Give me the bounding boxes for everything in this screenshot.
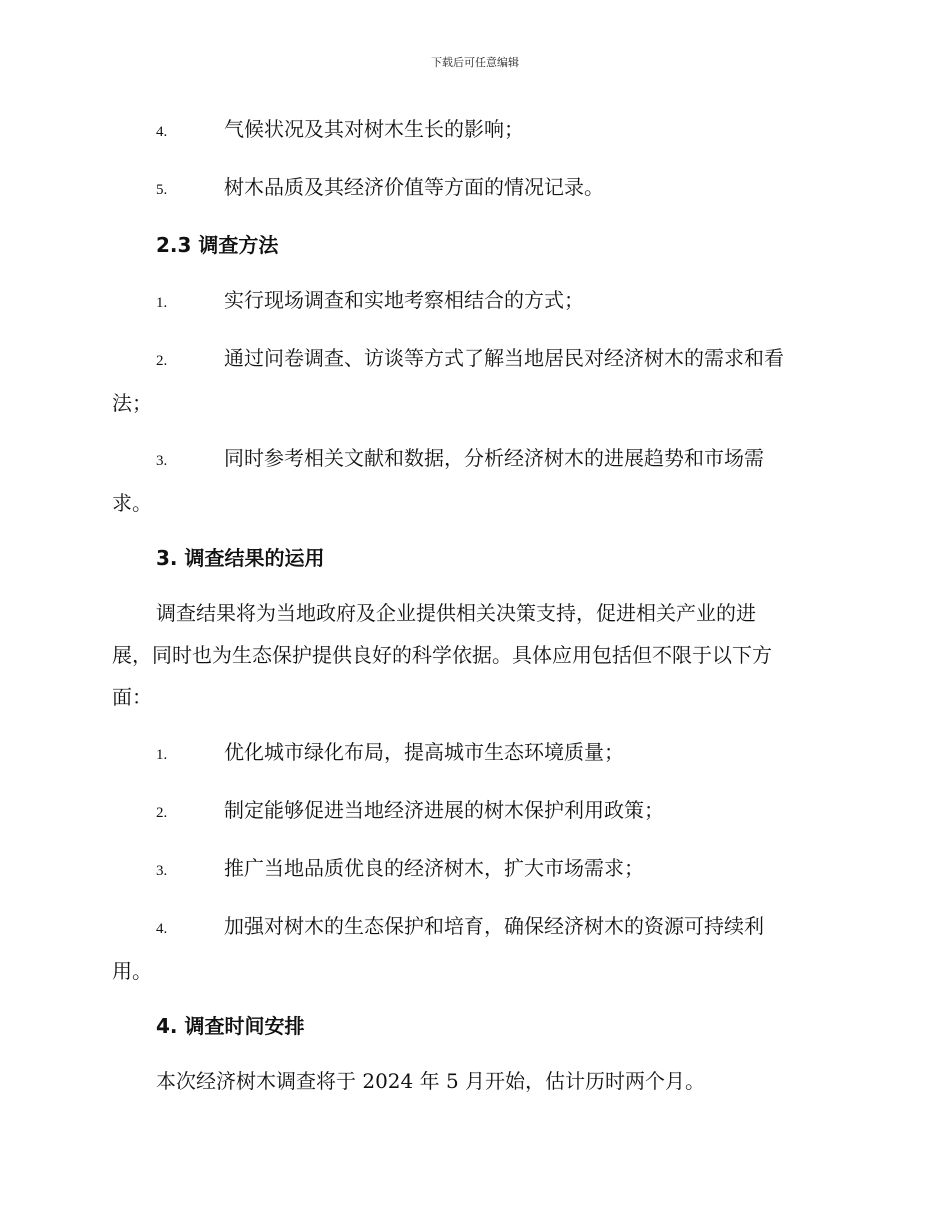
list-text: 加强对树木的生态保护和培育，确保经济树木的资源可持续利 (224, 914, 764, 938)
list-text: 同时参考相关文献和数据，分析经济树木的进展趋势和市场需 (224, 446, 764, 470)
list-number: 4. (156, 124, 168, 140)
paragraph-line: 面： (112, 685, 152, 709)
list-text: 推广当地品质优良的经济树木，扩大市场需求； (224, 856, 644, 880)
list-number: 1. (156, 295, 168, 311)
list-number: 3. (156, 453, 168, 469)
paragraph (112, 1060, 834, 1102)
paragraph (112, 592, 834, 718)
list-number: 5. (156, 182, 168, 198)
list-number: 3. (156, 863, 168, 879)
list-number: 1. (156, 747, 168, 763)
list-item (112, 905, 834, 992)
list-text: 通过问卷调查、访谈等方式了解当地居民对经济树木的需求和看 (224, 346, 784, 370)
section-heading: 2.3 调查方法 (156, 233, 279, 257)
list-text-continuation: 用。 (112, 959, 152, 983)
list-item (112, 166, 834, 211)
list-number: 2. (156, 805, 168, 821)
list-text-continuation: 法； (112, 391, 152, 415)
list-text: 制定能够促进当地经济进展的树木保护利用政策； (224, 798, 664, 822)
list-item (112, 847, 834, 892)
paragraph-line: 本次经济树木调查将于 2024 年 5 月开始，估计历时两个月。 (156, 1069, 706, 1093)
paragraph-line: 展，同时也为生态保护提供良好的科学依据。具体应用包括但不限于以下方 (112, 643, 772, 667)
paragraph-line: 调查结果将为当地政府及企业提供相关决策支持，促进相关产业的进 (156, 601, 756, 625)
section-heading: 4. 调查时间安排 (156, 1014, 305, 1038)
section-heading: 3. 调查结果的运用 (156, 546, 325, 570)
list-item (112, 108, 834, 153)
document-body (112, 108, 834, 1115)
list-number: 4. (156, 921, 168, 937)
list-item (112, 731, 834, 776)
list-item (112, 337, 834, 424)
list-item (112, 279, 834, 324)
list-text-continuation: 求。 (112, 491, 152, 515)
list-item (112, 789, 834, 834)
list-text: 优化城市绿化布局，提高城市生态环境质量； (224, 740, 624, 764)
list-text: 气候状况及其对树木生长的影响； (224, 117, 524, 141)
page-header: 下载后可任意编辑 (431, 56, 519, 69)
list-text: 实行现场调查和实地考察相结合的方式； (224, 288, 584, 312)
list-number: 2. (156, 353, 168, 369)
list-item (112, 437, 834, 524)
list-text: 树木品质及其经济价值等方面的情况记录。 (224, 175, 604, 199)
